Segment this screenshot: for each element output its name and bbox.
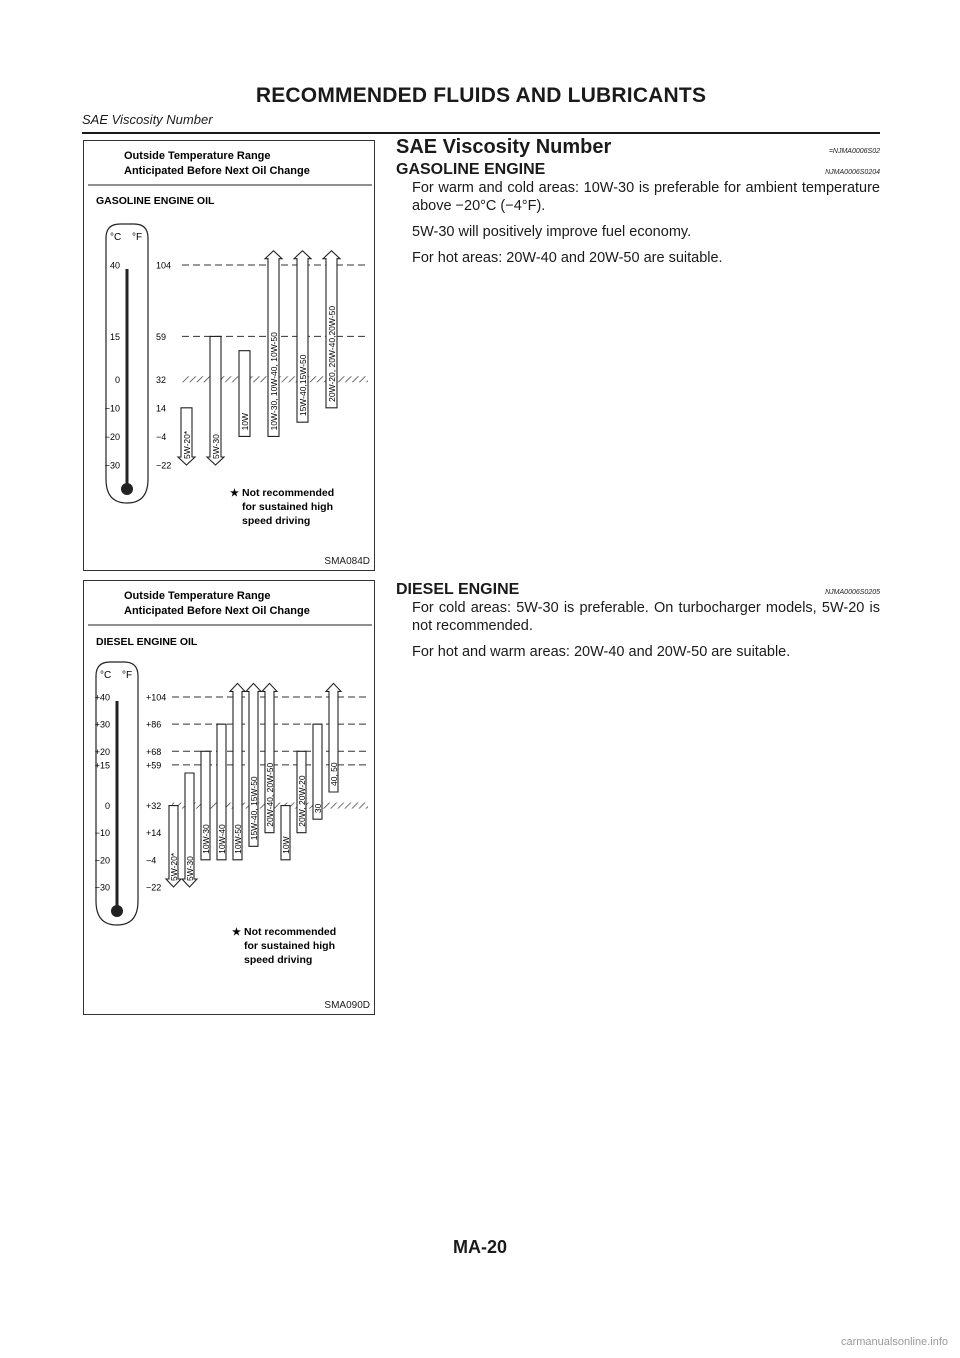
note-line: for sustained high [242, 501, 334, 513]
fahrenheit-tick-label: +68 [146, 746, 162, 757]
page-number: MA-20 [452, 1237, 507, 1257]
celsius-tick-label: +15 [94, 760, 110, 771]
thermometer-bulb [111, 905, 123, 917]
celsius-tick-label: +20 [94, 746, 110, 757]
oil-grade-label: 10W-50 [233, 824, 243, 854]
fahrenheit-tick-label: −22 [156, 460, 172, 471]
oil-grade-label: 10W-40 [217, 824, 227, 854]
note-star: ★ [230, 488, 239, 499]
oil-grade-label: 40, 50 [329, 762, 339, 786]
fahrenheit-tick-label: 14 [156, 403, 167, 414]
oil-type-label: DIESEL ENGINE OIL [96, 636, 198, 648]
fahrenheit-tick-label: +14 [146, 828, 162, 839]
figure-caption: SMA084D [324, 556, 370, 567]
diesel-paragraph: For cold areas: 5W-30 is preferable. On turbocharger models, 5W-20 is not recommended. [412, 600, 880, 634]
gasoline-title-text: GASOLINE ENGINE [396, 161, 546, 178]
fahrenheit-tick-label: +59 [146, 760, 162, 771]
unit-fahrenheit: °F [132, 232, 143, 243]
heading-line: Outside Temperature Range [124, 590, 271, 602]
note-line: speed driving [242, 515, 311, 527]
oil-grade-label: 20W-40, 20W-50 [265, 762, 275, 827]
note-line: for sustained high [244, 940, 336, 952]
section-code: =NJMA0006S02 [828, 148, 880, 155]
heading-line: Outside Temperature Range [124, 150, 271, 162]
celsius-tick-label: −20 [94, 855, 110, 866]
oil-grade-label: 30 [313, 803, 323, 814]
fahrenheit-tick-label: −22 [146, 882, 162, 893]
diesel-section [396, 581, 880, 661]
celsius-tick-label: +30 [94, 719, 110, 730]
diesel-title [396, 581, 880, 599]
fahrenheit-tick-label: 59 [156, 331, 167, 342]
fahrenheit-tick-label: −4 [156, 431, 167, 442]
celsius-tick-label: 15 [109, 331, 120, 342]
note-line: speed driving [244, 954, 313, 966]
oil-grade-label: 5W-20* [169, 852, 179, 881]
celsius-tick-label: −30 [94, 882, 110, 893]
note-line: Not recommended [244, 926, 337, 938]
diesel-paragraph: For hot and warm areas: 20W-40 and 20W-50 are suitable. [412, 644, 791, 660]
celsius-tick-label: +40 [94, 692, 110, 703]
heading-line: Anticipated Before Next Oil Change [124, 165, 310, 177]
unit-fahrenheit: °F [122, 670, 133, 681]
diesel-chart-svg [84, 581, 376, 1016]
gasoline-title [396, 161, 880, 179]
oil-grade-label: 5W-30 [211, 434, 221, 459]
watermark: carmanualsonline.info [840, 1336, 948, 1348]
header-subtitle: SAE Viscosity Number [82, 112, 213, 127]
oil-grade-label: 20W-20, 20W-40,20W-50 [327, 305, 337, 402]
oil-grade-label: 5W-20* [182, 430, 192, 459]
gasoline-section [396, 136, 880, 267]
fahrenheit-tick-label: +104 [146, 692, 167, 703]
oil-grade-label: 5W-30 [185, 856, 195, 881]
note-line: Not recommended [242, 487, 335, 499]
unit-celsius: °C [110, 232, 122, 243]
oil-grade-label: 10W [281, 836, 291, 854]
header-title: RECOMMENDED FLUIDS AND LUBRICANTS [255, 84, 707, 107]
heading-line: Anticipated Before Next Oil Change [124, 605, 310, 617]
celsius-tick-label: 0 [114, 374, 120, 385]
oil-grade-label: 10W [240, 412, 250, 431]
header-rule [82, 132, 880, 134]
page-header [82, 84, 880, 127]
figure-caption: SMA090D [324, 1000, 370, 1011]
celsius-tick-label: −20 [104, 431, 120, 442]
section-title-text: SAE Viscosity Number [396, 136, 612, 158]
oil-grade-label: 20W, 20W-20 [297, 775, 307, 827]
diesel-viscosity-chart [83, 580, 375, 1015]
unit-celsius: °C [100, 670, 112, 681]
celsius-tick-label: 40 [109, 260, 120, 271]
fahrenheit-tick-label: 32 [156, 374, 167, 385]
diesel-code: NJMA0006S0205 [825, 589, 880, 596]
oil-type-label: GASOLINE ENGINE OIL [96, 195, 215, 207]
celsius-tick-label: 0 [104, 801, 110, 812]
gasoline-paragraph: For warm and cold areas: 10W-30 is preferable for ambient temperature above −20°C (−4°F). [412, 180, 880, 214]
gasoline-chart-svg [84, 141, 376, 572]
oil-grade-label: 10W-30 [201, 824, 211, 854]
gasoline-code: NJMA0006S0204 [825, 169, 880, 176]
oil-grade-label: 10W-30, 10W-40, 10W-50 [269, 332, 279, 431]
thermometer-bulb [121, 483, 133, 495]
section-title [396, 136, 880, 159]
fahrenheit-tick-label: −4 [146, 855, 157, 866]
fahrenheit-tick-label: 104 [156, 260, 172, 271]
fahrenheit-tick-label: +32 [146, 801, 162, 812]
oil-grade-label: 15W-40,15W-50 [298, 354, 308, 417]
celsius-tick-label: −10 [94, 828, 110, 839]
note-star: ★ [232, 927, 241, 938]
gasoline-paragraph: 5W-30 will positively improve fuel economy. [412, 224, 692, 240]
celsius-tick-label: −30 [104, 460, 120, 471]
gasoline-paragraph: For hot areas: 20W-40 and 20W-50 are suitable. [412, 250, 723, 266]
oil-grade-label: 15W-40, 15W-50 [249, 776, 259, 841]
diesel-title-text: DIESEL ENGINE [396, 581, 520, 598]
fahrenheit-tick-label: +86 [146, 719, 162, 730]
celsius-tick-label: −10 [104, 403, 120, 414]
gasoline-viscosity-chart [83, 140, 375, 571]
